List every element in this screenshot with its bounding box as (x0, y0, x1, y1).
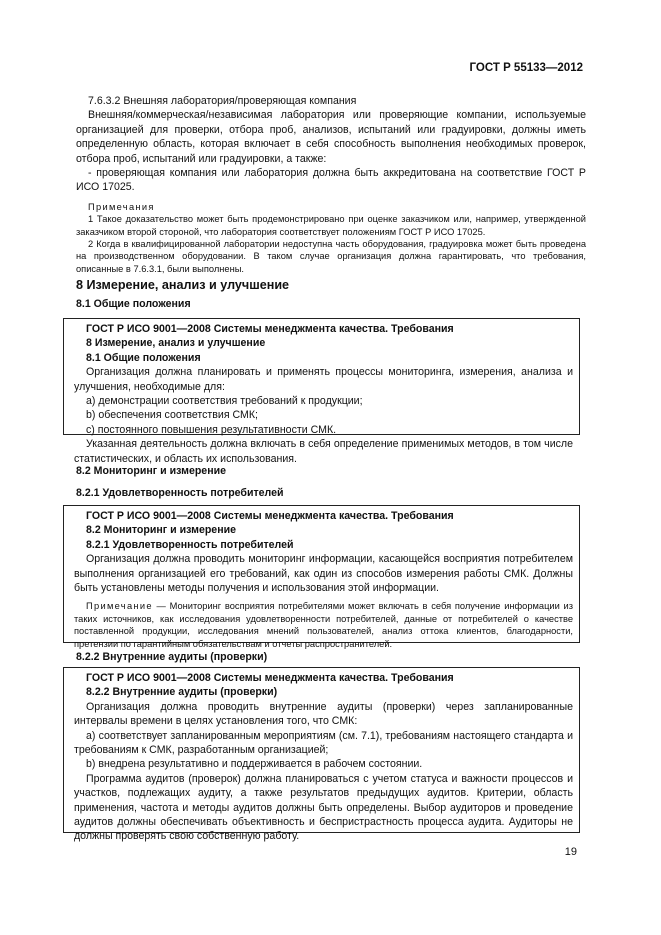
notes-heading: Примечания (88, 201, 155, 212)
document-code: ГОСТ Р 55133—2012 (469, 62, 583, 74)
box-heading: 8 Измерение, анализ и улучшение (86, 337, 266, 350)
quote-box-8-2-2 (63, 667, 580, 843)
subsection-title: 7.6.3.2 Внешняя лаборатория/проверяющая компания (88, 95, 357, 107)
list-item: a) демонстрации соответствия требований к продукции; (86, 395, 363, 408)
standard-title: ГОСТ Р ИСО 9001—2008 Системы менеджмента качества. Требования (86, 510, 454, 522)
note-label: Примечание (86, 601, 153, 612)
paragraph: Указанная деятельность должна включать в себя определение применимых методов, в том числе статистических, и область их использования. (74, 438, 573, 465)
list-item: b) обеспечения соответствия СМК; (86, 409, 258, 422)
box-heading: 8.2 Мониторинг и измерение (86, 524, 236, 537)
note-text: — Мониторинг восприятия потребителями может включать в себя получение информации из таких источников, как исследования удовлетворенности потребителей, данные от потребителей о качестве поставленной продукции, исследования мнений пользователей, анализ оттока клиентов, благодарности, претензии по гарантийным обязательствам и отчеты распространителей. (74, 601, 573, 649)
section-8-heading (76, 277, 586, 311)
box-heading: 8.2.2 Внутренние аудиты (проверки) (86, 686, 278, 699)
subsection-title: 8.2.2 Внутренние аудиты (проверки) (76, 651, 268, 663)
paragraph: Организация должна проводить внутренние аудиты (проверки) через запланированные интервалы времени в целях установления того, что СМК: (74, 700, 573, 728)
subsection-title: 8.1 Общие положения (76, 298, 191, 310)
section-8-2-heading (76, 464, 586, 501)
paragraph: Организация должна планировать и применять процессы мониторинга, измерения, анализа и улучшения, необходимые для: (74, 366, 573, 393)
standard-title: ГОСТ Р ИСО 9001—2008 Системы менеджмента качества. Требования (86, 672, 454, 684)
paragraph: Внешняя/коммерческая/независимая лаборатория или проверяющие компании, используемые организацией для проверки, отбора проб, анализов, испытаний или градуировки, должны иметь определенную область, которая включает в себя способность выполнения необходимых проверок, отбора проб, испытаний или градуировки, а также: (76, 109, 586, 165)
note: 1 Такое доказательство может быть продемонстрировано при оценке заказчиком или, например, утвержденной заказчиком второй стороной, что лаборатория соответствует положениям ГОСТ Р ИСО 17025. (76, 214, 586, 237)
section-7-6-3-2 (76, 94, 586, 275)
subsection-title: 8.2.1 Удовлетворенность потребителей (76, 487, 284, 500)
quote-box-8-2-1 (63, 505, 580, 649)
list-item: c) постоянного повышения результативности СМК. (86, 423, 337, 436)
section-8-2-2-heading (76, 650, 586, 664)
paragraph: Организация должна проводить мониторинг информации, касающейся восприятия потребителем выполнения организацией его требований, как один из способов измерения работы СМК. Должны быть установлены методы получения и использования этой информации. (74, 553, 573, 595)
box-heading: 8.2.1 Удовлетворенность потребителей (86, 538, 294, 551)
list-item: b) внедрена результативно и поддерживается в рабочем состоянии. (86, 758, 423, 771)
quote-box-8-1 (63, 318, 580, 465)
page-number: 19 (564, 846, 577, 858)
subsection-title: 8.2 Мониторинг и измерение (76, 465, 226, 477)
box-heading: 8.1 Общие положения (86, 351, 201, 364)
paragraph: - проверяющая компания или лаборатория должна быть аккредитована на соответствие ГОСТ Р ИСО 17025. (76, 167, 586, 194)
note (74, 600, 579, 650)
section-title: 8 Измерение, анализ и улучшение (76, 278, 290, 292)
list-item: a) соответствует запланированным мероприятиям (см. 7.1), требованиям настоящего стандарта и требованиям к СМК, разработанным организацией; (74, 729, 573, 757)
paragraph: Программа аудитов (проверок) должна планироваться с учетом статуса и важности процессов и участков, подлежащих аудиту, а также результатов предыдущих аудитов. Критерии, область применения, частота и методы аудитов должны быть определены. Выбор аудиторов и проведение аудитов должны обеспечивать объективность и беспристрастность процесса аудита. Аудиторы не должны проверять свою собственную работу. (74, 772, 573, 843)
note: 2 Когда в квалифицированной лаборатории недоступна часть оборудования, градуировка может быть проведена на производственном оборудовании. В таком случае организация должна гарантировать, что требования, описанные в 7.6.3.1, были выполнены. (76, 239, 586, 274)
standard-title: ГОСТ Р ИСО 9001—2008 Системы менеджмента качества. Требования (86, 323, 454, 335)
